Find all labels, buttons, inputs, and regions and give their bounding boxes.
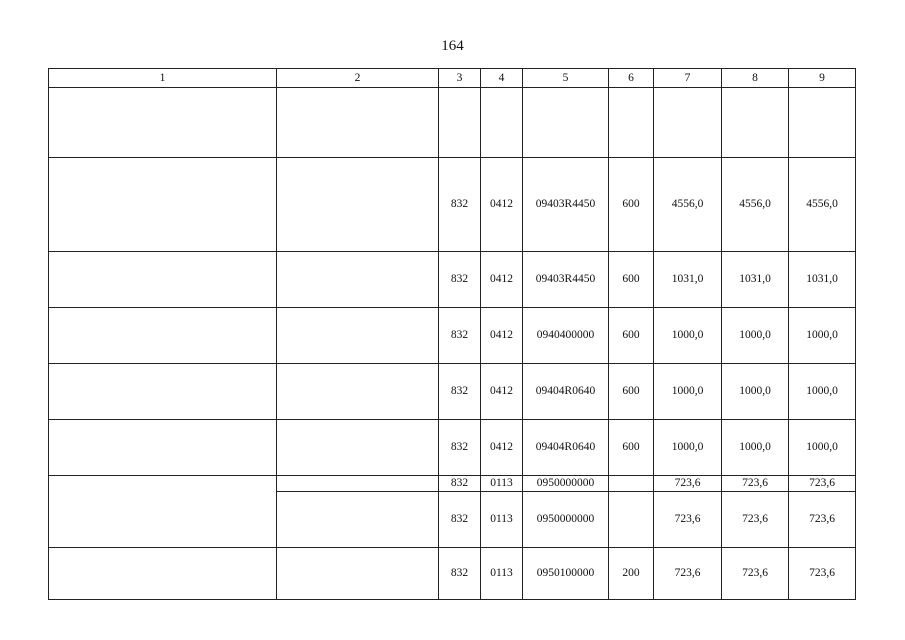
row-grbs-code: 832 [439, 158, 481, 252]
table-row [49, 476, 856, 492]
row-executor-total [277, 476, 439, 492]
subprogram-name [49, 476, 277, 548]
row-target-code: 0950000000 [523, 492, 609, 548]
row-grbs-code: 832 [439, 420, 481, 476]
row-value-year1: 4556,0 [654, 158, 722, 252]
row-value-year3: 723,6 [789, 548, 856, 600]
row-target-code: 09403R4450 [523, 158, 609, 252]
row-grbs-code: 832 [439, 548, 481, 600]
row-section-code: 0412 [481, 420, 523, 476]
row-target-code: 0950100000 [523, 548, 609, 600]
row-grbs-code: 832 [439, 252, 481, 308]
row-expense-type: 600 [609, 252, 654, 308]
table-row [49, 88, 856, 158]
row-name [49, 158, 277, 252]
table-row [49, 420, 856, 476]
row-value-year1: 1000,0 [654, 364, 722, 420]
row-value-year2: 4556,0 [722, 158, 789, 252]
row-value-year3: 723,6 [789, 476, 856, 492]
table-row [49, 548, 856, 600]
row-target-code: 09404R0640 [523, 364, 609, 420]
row-section-code: 0412 [481, 158, 523, 252]
column-header-1: 1 [49, 69, 277, 88]
row-value-year2 [722, 88, 789, 158]
row-value-year3: 1000,0 [789, 308, 856, 364]
row-executor [277, 252, 439, 308]
row-value-year1: 723,6 [654, 548, 722, 600]
row-section-code: 0412 [481, 252, 523, 308]
row-expense-type: 600 [609, 308, 654, 364]
row-expense-type [609, 492, 654, 548]
column-header-4: 4 [481, 69, 523, 88]
row-value-year3: 1031,0 [789, 252, 856, 308]
row-target-code: 0940400000 [523, 308, 609, 364]
row-expense-type: 600 [609, 420, 654, 476]
row-value-year2: 723,6 [722, 492, 789, 548]
row-executor [277, 308, 439, 364]
row-grbs-code: 832 [439, 492, 481, 548]
row-value-year3 [789, 88, 856, 158]
column-header-6: 6 [609, 69, 654, 88]
table-row [49, 252, 856, 308]
row-value-year2: 1000,0 [722, 308, 789, 364]
table-row [49, 158, 856, 252]
row-target-code [523, 88, 609, 158]
row-executor [277, 364, 439, 420]
row-value-year3: 723,6 [789, 492, 856, 548]
table-row [49, 364, 856, 420]
row-value-year2: 723,6 [722, 476, 789, 492]
row-executor [277, 158, 439, 252]
row-expense-type: 600 [609, 364, 654, 420]
row-section-code [481, 88, 523, 158]
row-name [49, 364, 277, 420]
budget-table [48, 68, 856, 600]
row-expense-type [609, 88, 654, 158]
row-value-year1: 1031,0 [654, 252, 722, 308]
row-name [49, 308, 277, 364]
row-expense-type [609, 476, 654, 492]
row-value-year1 [654, 88, 722, 158]
row-target-code: 09403R4450 [523, 252, 609, 308]
column-header-8: 8 [722, 69, 789, 88]
column-header-3: 3 [439, 69, 481, 88]
row-value-year3: 1000,0 [789, 364, 856, 420]
row-name [49, 88, 277, 158]
row-name [49, 548, 277, 600]
row-value-year2: 1031,0 [722, 252, 789, 308]
column-header-7: 7 [654, 69, 722, 88]
row-value-year2: 723,6 [722, 548, 789, 600]
row-expense-type: 200 [609, 548, 654, 600]
row-value-year1: 1000,0 [654, 420, 722, 476]
row-section-code: 0113 [481, 548, 523, 600]
column-header-row [49, 69, 856, 88]
row-section-code: 0412 [481, 364, 523, 420]
row-value-year1: 1000,0 [654, 308, 722, 364]
row-target-code: 09404R0640 [523, 420, 609, 476]
row-executor [277, 548, 439, 600]
row-value-year2: 1000,0 [722, 364, 789, 420]
row-value-year3: 1000,0 [789, 420, 856, 476]
row-value-year1: 723,6 [654, 492, 722, 548]
row-section-code: 0113 [481, 476, 523, 492]
table-row [49, 308, 856, 364]
row-grbs-code: 832 [439, 476, 481, 492]
column-header-5: 5 [523, 69, 609, 88]
row-value-year1: 723,6 [654, 476, 722, 492]
row-grbs-code: 832 [439, 308, 481, 364]
row-value-year3: 4556,0 [789, 158, 856, 252]
row-target-code: 0950000000 [523, 476, 609, 492]
row-grbs-code: 832 [439, 364, 481, 420]
row-value-year2: 1000,0 [722, 420, 789, 476]
column-header-9: 9 [789, 69, 856, 88]
row-executor [277, 420, 439, 476]
row-section-code: 0113 [481, 492, 523, 548]
row-executor [277, 88, 439, 158]
page-number: 164 [441, 38, 464, 54]
row-section-code: 0412 [481, 308, 523, 364]
row-name [49, 252, 277, 308]
row-name [49, 420, 277, 476]
row-grbs-code [439, 88, 481, 158]
row-expense-type: 600 [609, 158, 654, 252]
column-header-2: 2 [277, 69, 439, 88]
row-executor [277, 492, 439, 548]
